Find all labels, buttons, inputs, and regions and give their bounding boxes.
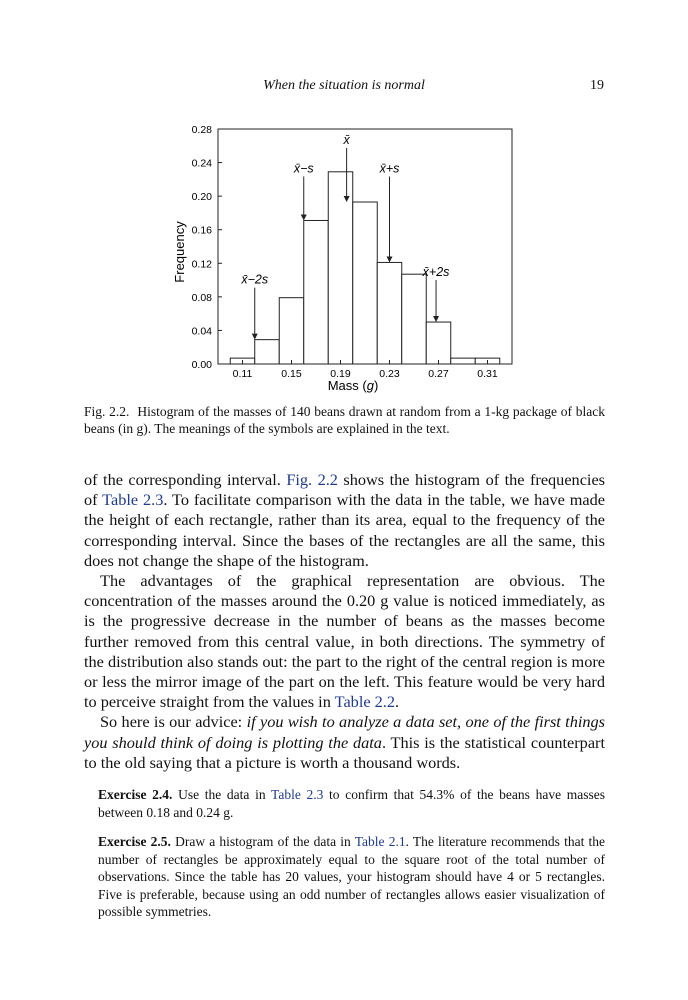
arrow-head [252,334,258,340]
caption-label: Fig. 2.2. [84,404,130,419]
y-tick-label: 0.04 [191,325,212,338]
arrow-head [301,214,307,220]
annotation-arrow [379,161,400,262]
paragraph-1 [84,470,605,571]
annotation-arrow [293,161,314,220]
figure-caption [84,403,605,437]
histogram-bar [279,298,304,364]
annotation-label: x̄−s [293,161,314,176]
body-text [84,470,605,773]
exercise-title: Exercise 2.4. [98,787,173,802]
y-tick-label: 0.28 [191,124,212,136]
y-tick-label: 0.12 [191,258,212,271]
y-tick-label: 0.08 [191,291,212,304]
histogram-bar [328,172,353,364]
paragraph-text: The advantages of the graphical representation are obvious. The concentration of the masses around the 0.20 g value is noticed immediately, as is the progressive decrease in the number of beans as the masses become further removed from this central value, in both directions. The symmetry of the distribution also stands out: the part to the right of the central region is more or less the mirror image of the part on the left. This feature would be very hard to perceive straight from the values in [84,571,605,712]
x-tick-label: 0.27 [428,368,449,380]
exercise-title: Exercise 2.5. [98,834,171,849]
caption-text: Histogram of the masses of 140 beans drawn at random from a 1-kg package of black beans (in g). The meanings of the symbols are explained in the text. [84,404,605,436]
exercise-text: Draw a histogram of the data in [170,834,355,849]
table-link[interactable]: Table 2.1 [354,834,406,849]
annotation-label: x̄+2s [422,265,450,280]
annotation-arrow [240,273,268,340]
paragraph-text: So here is our advice: [100,712,247,732]
histogram-figure [160,115,530,400]
histogram-bar [353,202,378,364]
exercise-2-4 [98,786,605,821]
emphasis-text: if you wish to analyze a data set, one of the first things you should think of doing is plotting the data [84,712,605,752]
histogram-bar [377,262,402,364]
y-axis-label: Frequency [172,221,187,283]
y-tick-label: 0.00 [191,359,212,371]
x-tick-label: 0.19 [330,368,351,380]
annotation-label: x̄ [343,133,350,148]
arrow-head [387,256,393,262]
table-link[interactable]: Table 2.3 [271,787,324,802]
annotation-label: x̄−2s [241,272,269,287]
paragraph-text: . This is the statistical counterpart to the old saying that a picture is worth a thousand words. [84,732,605,772]
x-tick-label: 0.31 [477,368,498,380]
exercise-text: . The literature recommends that the number of rectangles be approximately equal to the square root of the total number of observations. Since the table has 20 values, your histogram should have 4 or 5 rectangles. Five is preferable, because using an odd number of rectangles allows easier visualization of possible symmetries. [98,834,605,919]
paragraph-3 [84,712,605,773]
exercise-text: to confirm that 54.3% of the beans have masses between 0.18 and 0.24 g. [98,787,606,820]
histogram-bar [255,340,280,364]
paragraph-text: of the corresponding interval. [84,470,287,489]
annotation-label: x̄+s [379,161,400,176]
running-title: When the situation is normal [263,78,425,93]
paragraph-2 [84,571,605,712]
paragraph-text: . [395,692,400,712]
page-number: 19 [590,78,604,93]
histogram-bar [402,274,427,364]
exercise-2-5 [98,833,605,921]
paragraph-text: shows the histogram of the frequencies of [84,470,606,510]
exercise-text: Use the data in [172,787,272,802]
page-header [84,78,604,98]
y-tick-label: 0.20 [191,191,212,204]
x-tick-label: 0.15 [281,368,302,380]
histogram-bar [426,322,451,364]
figure-link[interactable]: Fig. 2.2 [286,470,338,489]
x-axis-label: Mass (g) [327,378,379,393]
y-tick-label: 0.24 [191,157,212,170]
paragraph-text: . To facilitate comparison with the data in the table, we have made the height of each rectangle, rather than its area, equal to the frequency of the corresponding interval. Since the bases of the rectangles are all the same, this does not change the shape of the histogram. [84,490,605,570]
y-tick-label: 0.16 [191,224,212,237]
table-link[interactable]: Table 2.2 [334,692,395,712]
arrow-head [433,316,439,322]
histogram-bar [304,220,329,364]
histogram-bar [451,358,476,364]
x-tick-label: 0.23 [379,368,400,380]
x-tick-label: 0.11 [232,368,253,380]
table-link[interactable]: Table 2.3 [102,490,164,510]
